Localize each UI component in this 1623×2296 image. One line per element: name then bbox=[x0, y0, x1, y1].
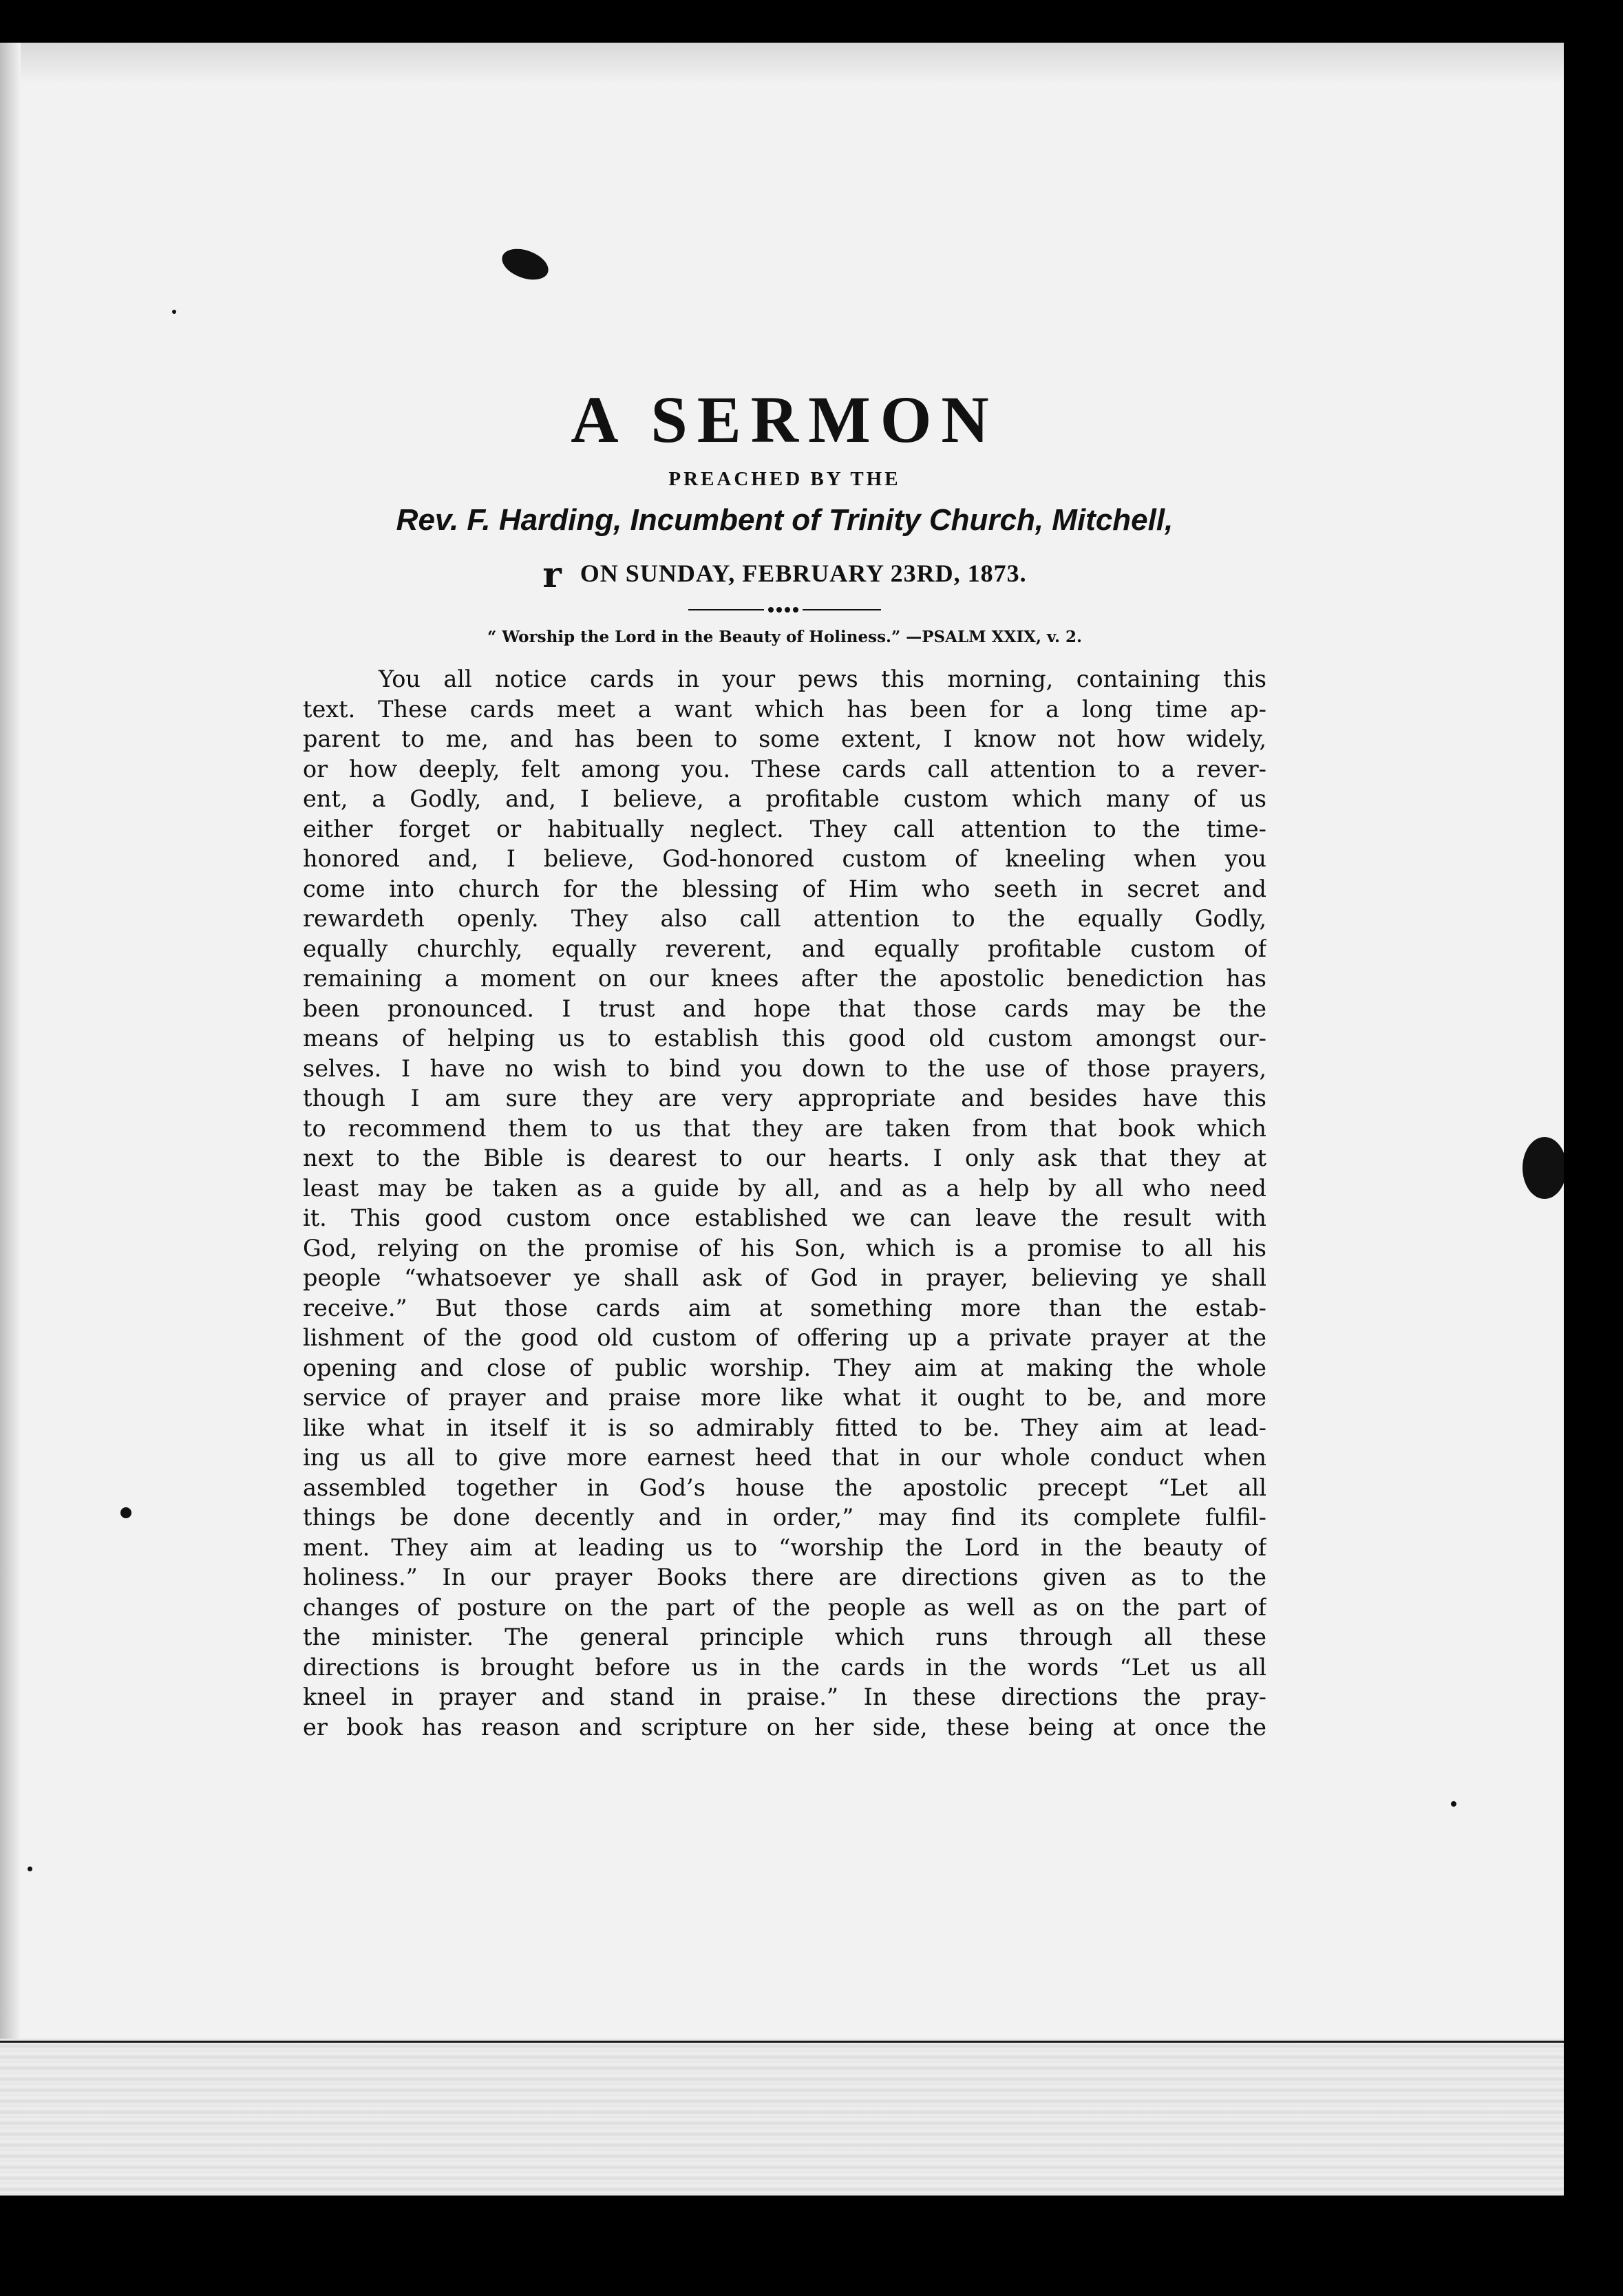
body-line: it. This good custom once established we can leave the result with bbox=[303, 1204, 1266, 1231]
minister-line: Rev. F. Harding, Incumbent of Trinity Church, Mitchell, bbox=[396, 503, 1174, 537]
body-line: service of prayer and praise more like what it ought to be, and more bbox=[303, 1384, 1266, 1411]
ornament-divider bbox=[303, 604, 1266, 618]
body-line: receive.” But those cards aim at something more than the estab- bbox=[303, 1294, 1266, 1321]
body-line: directions is brought before us in the cards in the words “Let us all bbox=[303, 1653, 1266, 1681]
sermon-text-block bbox=[303, 383, 1266, 1742]
body-line: ment. They aim at leading us to “worship the Lord in the beauty of bbox=[303, 1533, 1266, 1561]
ink-dot-left bbox=[120, 1507, 131, 1518]
body-line: ing us all to give more earnest heed that in our whole conduct when bbox=[303, 1444, 1266, 1471]
body-line: honored and, I believe, God-honored custom of kneeling when you bbox=[303, 845, 1266, 872]
sermon-title: A SERMON bbox=[571, 383, 999, 456]
sermon-date: ON SUNDAY, FEBRUARY 23RD, 1873. bbox=[580, 560, 1027, 587]
body-line: You all notice cards in your pews this morning, containing this bbox=[379, 666, 1266, 692]
body-line: either forget or habitually neglect. They call attention to the time- bbox=[303, 815, 1266, 842]
body-line: been pronounced. I trust and hope that those cards may be the bbox=[303, 995, 1266, 1022]
body-line: to recommend them to us that they are taken from that book which bbox=[303, 1114, 1266, 1142]
paper-page bbox=[0, 43, 1564, 2196]
body-line: though I am sure they are very appropriate and besides have this bbox=[303, 1085, 1266, 1112]
ink-blot-top bbox=[498, 243, 552, 286]
body-line: holiness.” In our prayer Books there are directions given as to the bbox=[303, 1564, 1266, 1591]
ink-dot-small-c bbox=[28, 1867, 32, 1871]
ink-dot-small-a bbox=[172, 310, 176, 314]
sermon-body bbox=[303, 664, 1266, 1742]
ink-blot-right bbox=[1523, 1137, 1564, 1199]
page-fold-line bbox=[0, 2041, 1564, 2043]
page-top-shading bbox=[0, 43, 1564, 84]
body-line: equally churchly, equally reverent, and equally profitable custom of bbox=[303, 935, 1266, 962]
body-line: changes of posture on the part of the people as well as on the part of bbox=[303, 1593, 1266, 1621]
body-line: or how deeply, felt among you. These cards call attention to a rever- bbox=[303, 755, 1266, 783]
body-line: rewardeth openly. They also call attention to the equally Godly, bbox=[303, 905, 1266, 932]
preached-by-line: PREACHED BY THE bbox=[668, 468, 901, 490]
body-line: ent, a Godly, and, I believe, a profitable custom which many of us bbox=[303, 785, 1266, 812]
body-line: opening and close of public worship. They aim at making the whole bbox=[303, 1354, 1266, 1381]
body-line: remaining a moment on our knees after the apostolic benediction has bbox=[303, 965, 1266, 992]
body-line: come into church for the blessing of Him who seeth in secret and bbox=[303, 875, 1266, 902]
body-line: assembled together in God’s house the apostolic precept “Let all bbox=[303, 1474, 1266, 1501]
body-line: next to the Bible is dearest to our hearts. I only ask that they at bbox=[303, 1145, 1266, 1171]
page-left-shading bbox=[0, 43, 21, 2196]
body-line: things be done decently and in order,” may find its complete fulfil- bbox=[303, 1504, 1266, 1531]
body-line: selves. I have no wish to bind you down to the use of those prayers, bbox=[303, 1054, 1266, 1082]
body-line: er book has reason and scripture on her side, these being at once the bbox=[303, 1713, 1266, 1741]
ink-dot-small-b bbox=[1451, 1801, 1456, 1807]
body-line: text. These cards meet a want which has been for a long time ap- bbox=[303, 695, 1266, 723]
body-line: the minister. The general principle which runs through all these bbox=[303, 1624, 1266, 1650]
body-line: parent to me, and has been to some extent, I know not how widely, bbox=[303, 725, 1266, 752]
body-line: least may be taken as a guide by all, and as a help by all who need bbox=[303, 1174, 1266, 1202]
body-line: lishment of the good old custom of offering up a private prayer at the bbox=[303, 1324, 1266, 1351]
page-bottom-shading bbox=[0, 2039, 1564, 2196]
body-line: kneel in prayer and stand in praise.” In these directions the pray- bbox=[303, 1683, 1266, 1710]
body-line: like what in itself it is so admirably fitted to be. They aim at lead- bbox=[303, 1414, 1266, 1441]
epigraph: “ Worship the Lord in the Beauty of Holiness.” —PSALM XXIX, v. 2. bbox=[487, 628, 1083, 646]
handwritten-mark: r bbox=[542, 554, 562, 596]
body-line: people “whatsoever ye shall ask of God in prayer, believing ye shall bbox=[303, 1264, 1266, 1291]
body-line: means of helping us to establish this good old custom amongst our- bbox=[303, 1025, 1266, 1052]
date-row bbox=[303, 549, 1266, 596]
body-line: God, relying on the promise of his Son, which is a promise to all his bbox=[303, 1234, 1266, 1262]
